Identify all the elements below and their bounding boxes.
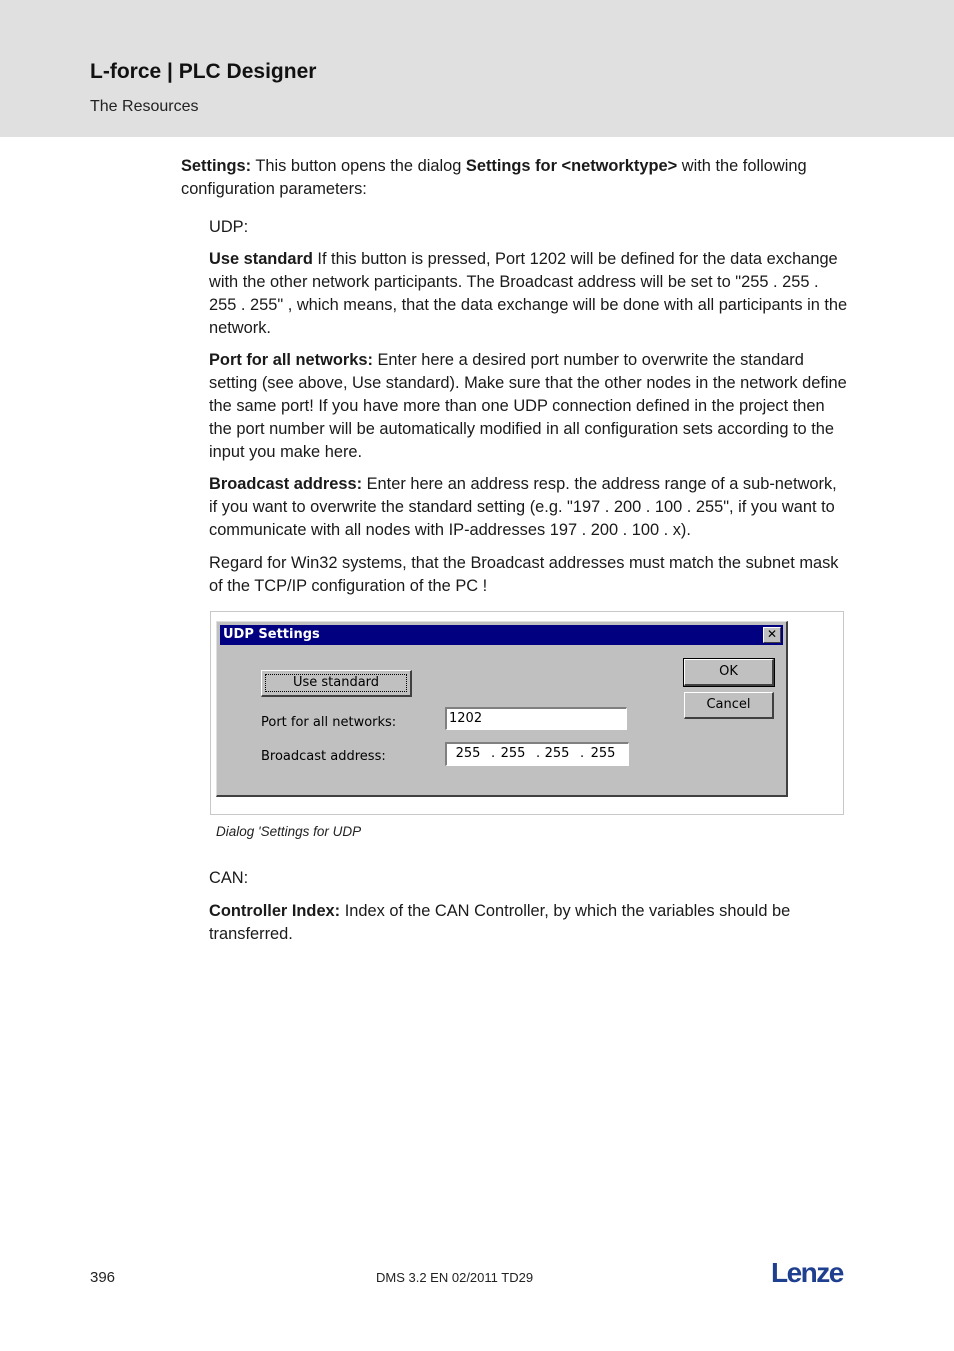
broadcast-octet-4[interactable]: 255 bbox=[590, 746, 616, 761]
port-paragraph bbox=[209, 349, 849, 464]
port-label: Port for all networks: bbox=[261, 715, 397, 730]
use-standard-button[interactable] bbox=[261, 670, 412, 697]
use-standard-text: If this button is pressed, Port 1202 will be defined for the data exchange with the other network participants. The Broadcast address will be set to "255 . 255 . 255 . 255" , which means, that the data exchange will be done with all participants in the network. bbox=[209, 250, 848, 337]
octet-separator: . bbox=[580, 746, 585, 761]
can-heading: CAN: bbox=[209, 869, 249, 887]
broadcast-text: Enter here an address resp. the address range of a sub-network, if you want to overwrite the standard setting (e.g. "197 . 200 . 100 . 255", if you want to communicate with all nodes with IP-addresses 197 . 200 . 100 . x). bbox=[209, 475, 837, 539]
figure-caption: Dialog 'Settings for UDP bbox=[216, 824, 362, 839]
use-standard-button-label: Use standard bbox=[292, 675, 380, 690]
broadcast-address-input[interactable] bbox=[445, 742, 629, 766]
settings-term: Settings: bbox=[181, 157, 252, 175]
broadcast-term: Broadcast address: bbox=[209, 475, 363, 493]
broadcast-octet-1[interactable]: 255 bbox=[455, 746, 481, 761]
settings-text-1: This button opens the dialog bbox=[251, 157, 466, 175]
port-text: Enter here a desired port number to overwrite the standard setting (see above, Use standard). Make sure that the other nodes in the network define the same port! If you have more than one UDP connection defined in the project then the port number will be automatically modified in all configuration sets according to the input you make here. bbox=[209, 351, 847, 461]
broadcast-octet-3[interactable]: 255 bbox=[544, 746, 570, 761]
controller-index-text: Index of the CAN Controller, by which the variables should be transferred. bbox=[209, 902, 791, 943]
use-standard-term: Use standard bbox=[209, 250, 313, 268]
page-header bbox=[0, 0, 954, 137]
close-icon[interactable]: ✕ bbox=[763, 627, 781, 643]
dialog-title: UDP Settings bbox=[223, 627, 320, 642]
regard-paragraph: Regard for Win32 systems, that the Broadcast addresses must match the subnet mask of the TCP/IP configuration of the PC ! bbox=[209, 554, 839, 595]
lenze-logo-text: Lenze bbox=[771, 1257, 843, 1288]
focus-rect bbox=[265, 674, 407, 692]
settings-text-2: with the following configuration parameters: bbox=[181, 157, 807, 198]
udp-heading: UDP: bbox=[209, 218, 249, 236]
controller-index-paragraph bbox=[209, 900, 849, 946]
use-standard-paragraph bbox=[209, 248, 849, 340]
cancel-button[interactable]: Cancel bbox=[684, 692, 774, 719]
settings-paragraph bbox=[181, 155, 851, 201]
udp-settings-dialog bbox=[216, 621, 788, 797]
lenze-logo bbox=[771, 1256, 851, 1288]
ok-button[interactable]: OK bbox=[684, 659, 774, 686]
broadcast-octet-2[interactable]: 255 bbox=[500, 746, 526, 761]
settings-dialog-name: Settings for <networktype> bbox=[465, 157, 678, 175]
controller-index-term: Controller Index: bbox=[209, 902, 341, 920]
broadcast-paragraph bbox=[209, 473, 849, 542]
port-term: Port for all networks: bbox=[209, 351, 373, 369]
broadcast-label: Broadcast address: bbox=[261, 749, 386, 764]
octet-separator: . bbox=[491, 746, 496, 761]
section-title: The Resources bbox=[90, 98, 199, 115]
document-title: L-force | PLC Designer bbox=[90, 60, 317, 83]
page-number: 396 bbox=[90, 1269, 116, 1286]
octet-separator: . bbox=[536, 746, 541, 761]
port-input[interactable]: 1202 bbox=[445, 707, 627, 730]
document-reference: DMS 3.2 EN 02/2011 TD29 bbox=[376, 1270, 534, 1285]
dialog-titlebar[interactable] bbox=[220, 625, 783, 645]
